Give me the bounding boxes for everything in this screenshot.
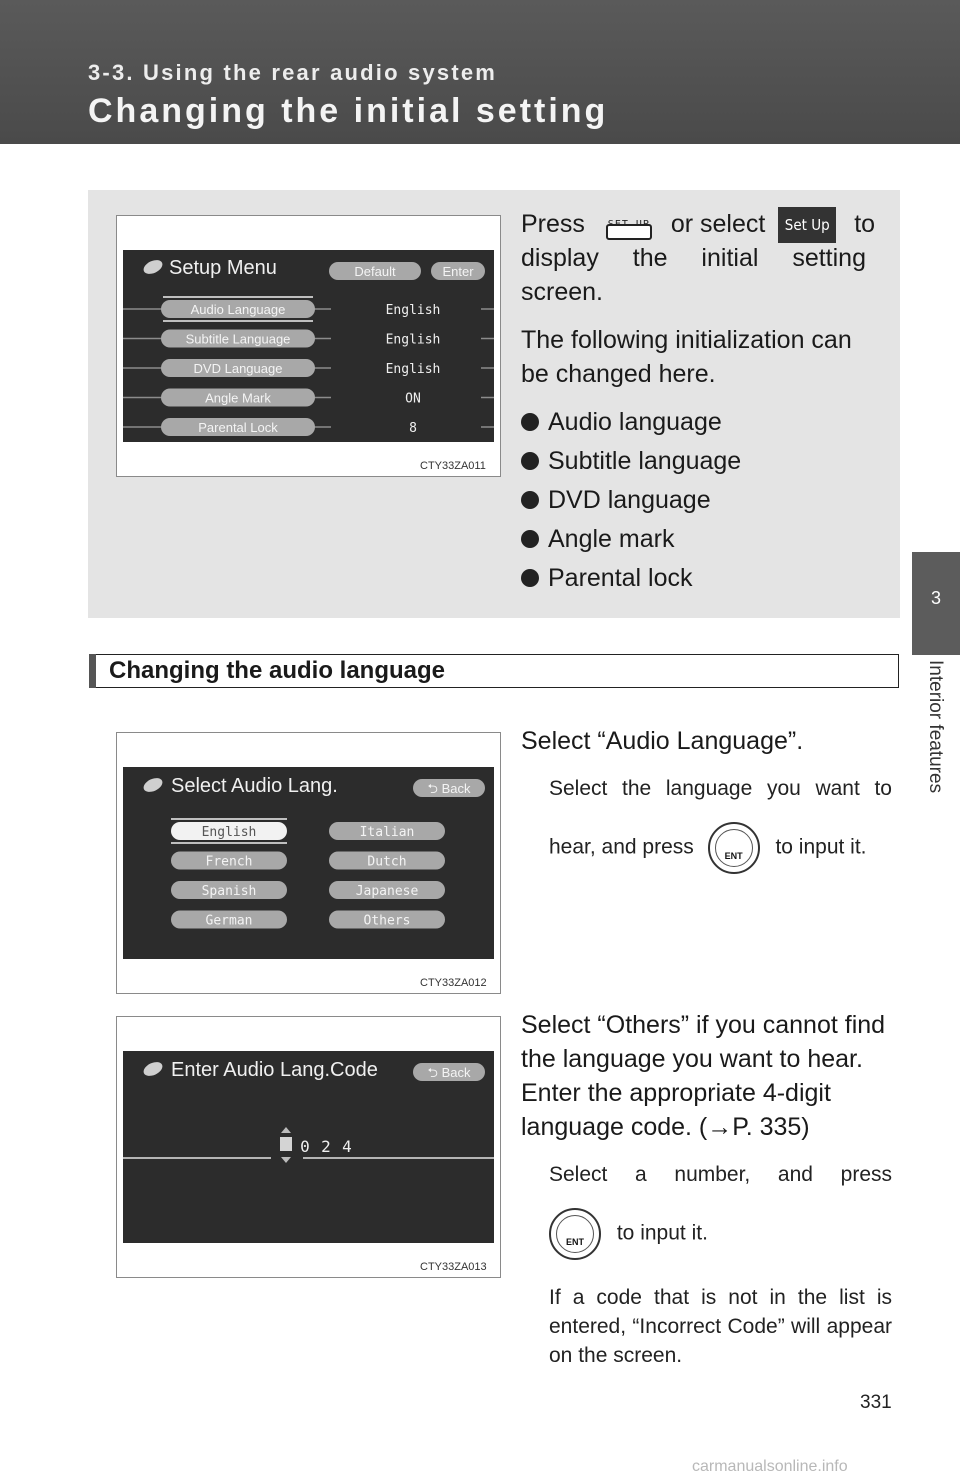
enter-lang-code-figure <box>116 1016 501 1278</box>
bullet-dot-icon <box>521 452 539 470</box>
svg-text:Others: Others <box>363 913 411 929</box>
select-audio-lang-figure <box>116 732 501 994</box>
language-option[interactable] <box>171 819 287 843</box>
setup-row-value: English <box>385 303 441 318</box>
intro-bullet-item: Angle mark <box>521 520 741 559</box>
svg-text:Enter: Enter <box>442 264 474 279</box>
language-option[interactable] <box>329 911 445 929</box>
code-digit: 4 <box>342 1137 352 1156</box>
ent-button-icon: ENT <box>708 822 760 874</box>
setup-row-value: English <box>385 362 441 377</box>
intro-bullet-item: Subtitle language <box>521 442 741 481</box>
enter-lang-code-screen <box>123 1051 494 1243</box>
section-heading-bar <box>89 654 96 688</box>
language-option[interactable] <box>329 822 445 840</box>
intro-line-1: Press or select Set Up to <box>521 207 866 243</box>
step-2-note-b: ENT to input it. <box>549 1208 708 1260</box>
intro-line-2: display the initial setting screen. <box>521 244 866 306</box>
code-digit: 2 <box>321 1137 331 1156</box>
svg-text:Spanish: Spanish <box>201 884 257 899</box>
svg-text:Italian: Italian <box>359 825 415 840</box>
setup-menu-row <box>123 418 494 436</box>
step-1-note-a: Select the language you want to <box>549 777 892 800</box>
setup-menu-figure <box>116 215 501 477</box>
figure-code: CTY33ZA012 <box>420 977 487 989</box>
setup-row-label: Angle Mark <box>205 390 271 406</box>
setup-menu-chip-icon: Set Up <box>778 207 836 243</box>
figure-code: CTY33ZA013 <box>420 1261 487 1273</box>
enter-code-title: Enter Audio Lang.Code <box>171 1059 378 1081</box>
select-audio-lang-screen <box>123 767 494 959</box>
setup-row-label: Audio Language <box>190 302 286 317</box>
intro-following-text: The following initialization can be changed here. <box>521 326 852 388</box>
chapter-number: 3 <box>930 588 941 608</box>
page-number: 331 <box>860 1392 892 1413</box>
language-option[interactable] <box>171 911 287 929</box>
step-1-text: Select “Audio Language”. <box>521 727 804 755</box>
language-option[interactable] <box>329 881 445 899</box>
step-2-note-a: Select a number, and press <box>549 1163 892 1186</box>
svg-text:French: French <box>205 854 253 870</box>
setup-menu-row <box>123 330 494 348</box>
bullet-dot-icon <box>521 491 539 509</box>
section-label: 3-3. Using the rear audio system <box>88 60 498 85</box>
ent-button-icon: ENT <box>549 1208 601 1260</box>
setup-row-value: English <box>385 332 441 348</box>
step-2-text: Select “Others” if you cannot find the language you want to hear. Enter the appropriate 4-digit language code. (→P. 335) <box>521 1011 886 1141</box>
section-heading: Changing the audio language <box>109 657 445 684</box>
select-lang-title: Select Audio Lang. <box>171 775 338 797</box>
setup-menu-row <box>123 359 494 377</box>
page-title: Changing the initial setting <box>88 92 609 130</box>
intro-bullet-item: Parental lock <box>521 559 741 598</box>
setup-row-label: DVD Language <box>193 361 283 376</box>
bullet-dot-icon <box>521 530 539 548</box>
intro-bullet-list <box>521 403 741 598</box>
svg-text:⮌ Back: ⮌ Back <box>427 781 471 796</box>
setup-row-value: ON <box>405 391 421 407</box>
setup-menu-row <box>123 389 494 407</box>
step-1-note-b: hear, and press ENT to input it. <box>549 822 867 874</box>
intro-bullet-item: DVD language <box>521 481 741 520</box>
chapter-label: Interior features <box>925 660 946 794</box>
svg-text:Japanese: Japanese <box>355 884 419 899</box>
svg-text:English: English <box>201 825 257 840</box>
svg-text:German: German <box>205 913 253 929</box>
svg-text:Dutch: Dutch <box>367 854 407 870</box>
bullet-dot-icon <box>521 569 539 587</box>
code-digit: 0 <box>300 1137 310 1156</box>
setup-menu-screen <box>123 250 494 442</box>
setup-row-label: Subtitle Language <box>185 331 291 347</box>
language-option[interactable] <box>329 852 445 870</box>
svg-text:⮌ Back: ⮌ Back <box>427 1065 471 1080</box>
bullet-dot-icon <box>521 413 539 431</box>
figure-code: CTY33ZA011 <box>420 460 486 472</box>
watermark: carmanualsonline.info <box>692 1458 848 1475</box>
setup-menu-title: Setup Menu <box>169 257 277 279</box>
step-2-note-c: If a code that is not in the list is entered, “Incorrect Code” will appear on the screen. <box>549 1286 892 1367</box>
language-option[interactable] <box>171 881 287 899</box>
setup-row-label: Parental Lock <box>198 420 278 435</box>
setup-row-value: 8 <box>409 421 417 436</box>
intro-bullet-item: Audio language <box>521 403 741 442</box>
language-option[interactable] <box>171 852 287 870</box>
svg-text:Default: Default <box>354 264 396 279</box>
setup-button-icon <box>603 208 655 242</box>
